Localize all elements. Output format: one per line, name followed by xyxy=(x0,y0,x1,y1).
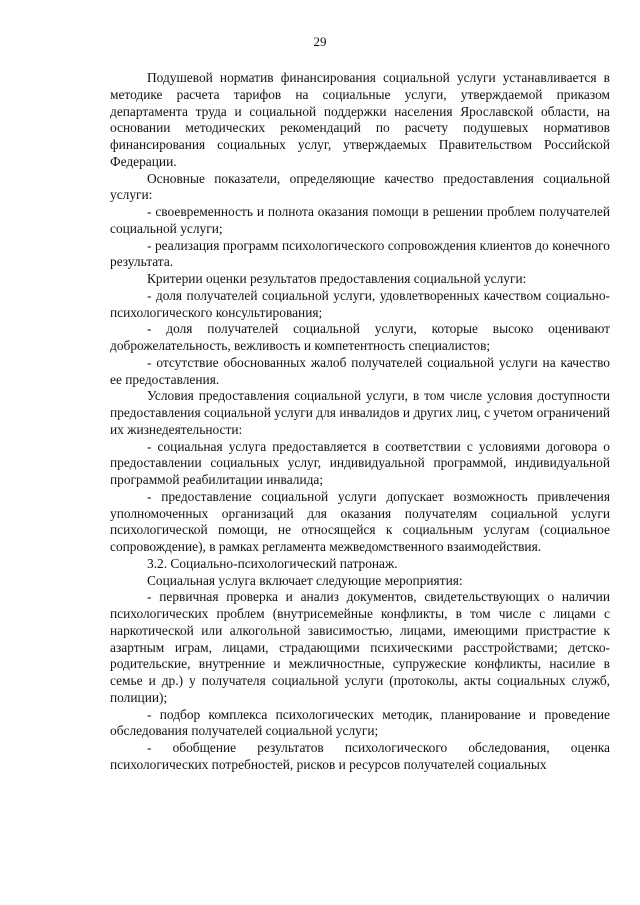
list-item-results-summary: - обобщение результатов психологического обследования, оценка психологических потребностей, рисков и ресурсов получателей социальных xyxy=(110,740,610,772)
list-item-contract-conditions: - социальная услуга предоставляется в соответствии с условиями договора о предоставлении социальных услуг, индивидуальной программой, индивидуальной программой реабилитации инвалида; xyxy=(110,438,610,487)
paragraph-conditions-heading: Условия предоставления социальной услуги, в том числе условия доступности предоставления социальной услуги для инвалидов и других лиц, с учетом ограничений их жизнедеятельности: xyxy=(110,388,610,437)
paragraph-quality-indicators-heading: Основные показатели, определяющие качество предоставления социальной услуги: xyxy=(110,170,610,203)
list-item-timeliness: - своевременность и полнота оказания помощи в решении проблем получателей социальной услуги; xyxy=(110,204,610,236)
list-item-program-implementation: - реализация программ психологического сопровождения клиентов до конечного результата. xyxy=(110,237,610,270)
page-number: 29 xyxy=(313,34,327,49)
paragraph-evaluation-criteria-heading: Критерии оценки результатов предоставления социальной услуги: xyxy=(147,271,527,286)
list-item-satisfied-recipients: - доля получателей социальной услуги, удовлетворенных качеством социально-психологического консультирования; xyxy=(110,287,610,320)
section-heading-3-2: 3.2. Социально-психологический патронаж. xyxy=(147,555,398,571)
list-item-method-selection: - подбор комплекса психологических методик, планирование и проведение обследования получателей социальной услуги; xyxy=(110,706,610,739)
paragraph-per-capita-norm: Подушевой норматив финансирования социальной услуги устанавливается в методике расчета тарифов на социальные услуги, утверждаемой приказом департамента труда и социальной поддержки населения Ярославской области, на основании методических рекомендаций по расчету подушевых нормативов финансирования социальных услуг, утверждаемых Правительством Российской Федерации. xyxy=(110,70,610,169)
list-item-document-review: - первичная проверка и анализ документов, свидетельствующих о наличии психологических проблем (внутрисемейные конфликты, в том числе с лицами с наркотической или алкогольной зависимостью, лицами, имеющими пристрастие к азартным играм, лицами, страдающими психическими расстройствами; детско-родительские, внутренние и межличностные, супружеские конфликты, насилие в семье и др.) у получателя социальной услуги (протоколы, акты социальных служб, полиции); xyxy=(110,589,610,705)
list-item-no-complaints: - отсутствие обоснованных жалоб получателей социальной услуги на качество ее предоставления. xyxy=(110,354,610,387)
document-body xyxy=(110,70,610,774)
list-item-high-rating-recipients: - доля получателей социальной услуги, которые высоко оценивают доброжелательность, вежливость и компетентность специалистов; xyxy=(110,321,610,353)
list-item-authorized-organizations: - предоставление социальной услуги допускает возможность привлечения уполномоченных организаций для оказания получателям социальной услуги психологической помощи, не относящейся к социальным услугам (социальное сопровождение), в рамках регламента межведомственного взаимодействия. xyxy=(110,488,610,554)
paragraph-activities-heading: Социальная услуга включает следующие мероприятия: xyxy=(147,572,463,588)
